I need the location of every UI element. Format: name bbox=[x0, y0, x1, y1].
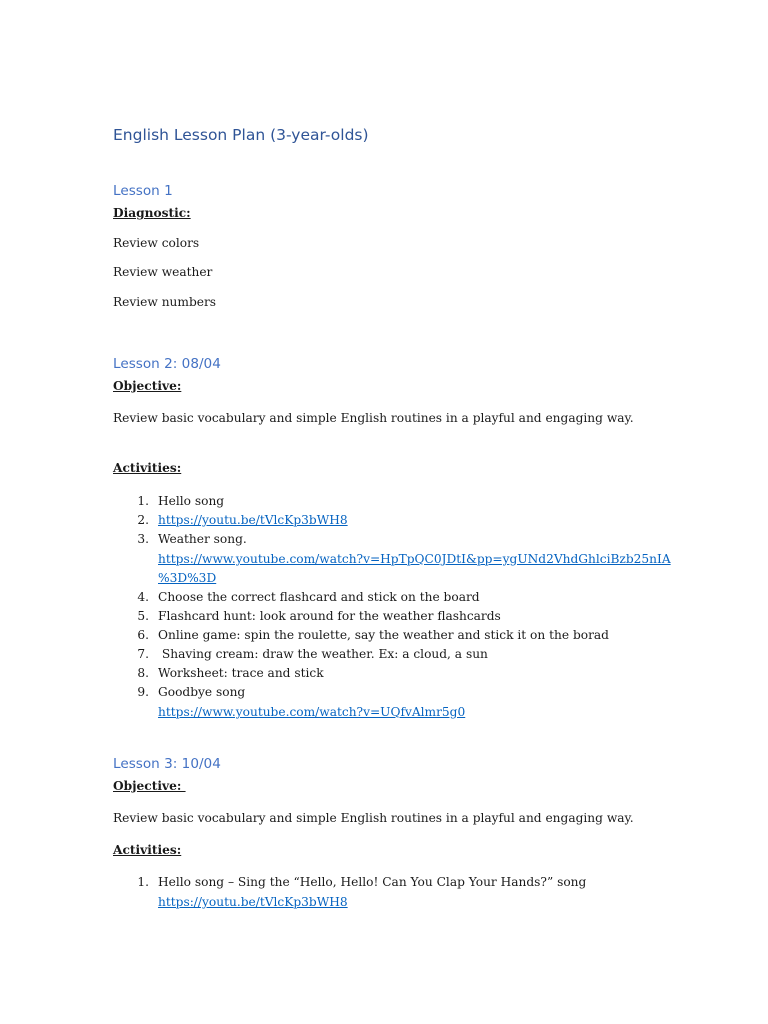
weather-song-link[interactable]: https://www.youtube.com/watch?v=HpTpQC0JDtI&pp=ygUNd2VhdGhlciBzb25nIA bbox=[158, 552, 671, 566]
lesson-1-diagnostic-label: Diagnostic: bbox=[113, 206, 191, 220]
activity-text: Shaving cream: draw the weather. Ex: a cloud, a sun bbox=[158, 647, 488, 661]
lesson-1-heading: Lesson 1 bbox=[113, 183, 173, 199]
goodbye-song-link[interactable]: https://www.youtube.com/watch?v=UQfvAlmr5g0 bbox=[158, 705, 466, 719]
list-number: 2. bbox=[137, 513, 149, 527]
lesson-1-item: Review weather bbox=[113, 265, 213, 279]
lesson-3-objective-text: Review basic vocabulary and simple English routines in a playful and engaging way. bbox=[113, 811, 634, 825]
list-number: 1. bbox=[137, 494, 149, 508]
weather-song-link-continued[interactable]: %3D%3D bbox=[158, 571, 217, 585]
list-number: 3. bbox=[137, 532, 149, 546]
lesson-2-heading: Lesson 2: 08/04 bbox=[113, 356, 221, 372]
list-number: 7. bbox=[137, 647, 149, 661]
lesson-1-item: Review colors bbox=[113, 236, 200, 250]
list-number: 9. bbox=[137, 685, 149, 699]
list-number: 6. bbox=[137, 628, 149, 642]
activity-text: Choose the correct flashcard and stick on the board bbox=[158, 590, 480, 604]
activity-text: Hello song bbox=[158, 494, 225, 508]
lesson-3-heading: Lesson 3: 10/04 bbox=[113, 756, 221, 772]
hello-song-link[interactable]: https://youtu.be/tVlcKp3bWH8 bbox=[158, 895, 348, 909]
activity-text: Hello song – Sing the “Hello, Hello! Can You Clap Your Hands?” song bbox=[158, 875, 587, 889]
lesson-2-objective-label: Objective: bbox=[113, 379, 182, 393]
activity-text: Worksheet: trace and stick bbox=[158, 666, 324, 680]
list-number: 4. bbox=[137, 590, 149, 604]
lesson-1-item: Review numbers bbox=[113, 295, 217, 309]
document-title: English Lesson Plan (3-year-olds) bbox=[113, 126, 369, 144]
lesson-2-activities-label: Activities: bbox=[113, 461, 182, 475]
list-number: 8. bbox=[137, 666, 149, 680]
activity-text: Flashcard hunt: look around for the weather flashcards bbox=[158, 609, 501, 623]
hello-song-link[interactable]: https://youtu.be/tVlcKp3bWH8 bbox=[158, 513, 348, 527]
lesson-3-activities-label: Activities: bbox=[113, 843, 182, 857]
list-number: 5. bbox=[137, 609, 149, 623]
list-number: 1. bbox=[137, 875, 149, 889]
lesson-2-objective-text: Review basic vocabulary and simple English routines in a playful and engaging way. bbox=[113, 411, 634, 425]
lesson-3-objective-label: Objective: bbox=[113, 779, 186, 793]
activity-text: Online game: spin the roulette, say the weather and stick it on the borad bbox=[158, 628, 609, 642]
activity-text: Weather song. bbox=[158, 532, 247, 546]
activity-text: Goodbye song bbox=[158, 685, 246, 699]
